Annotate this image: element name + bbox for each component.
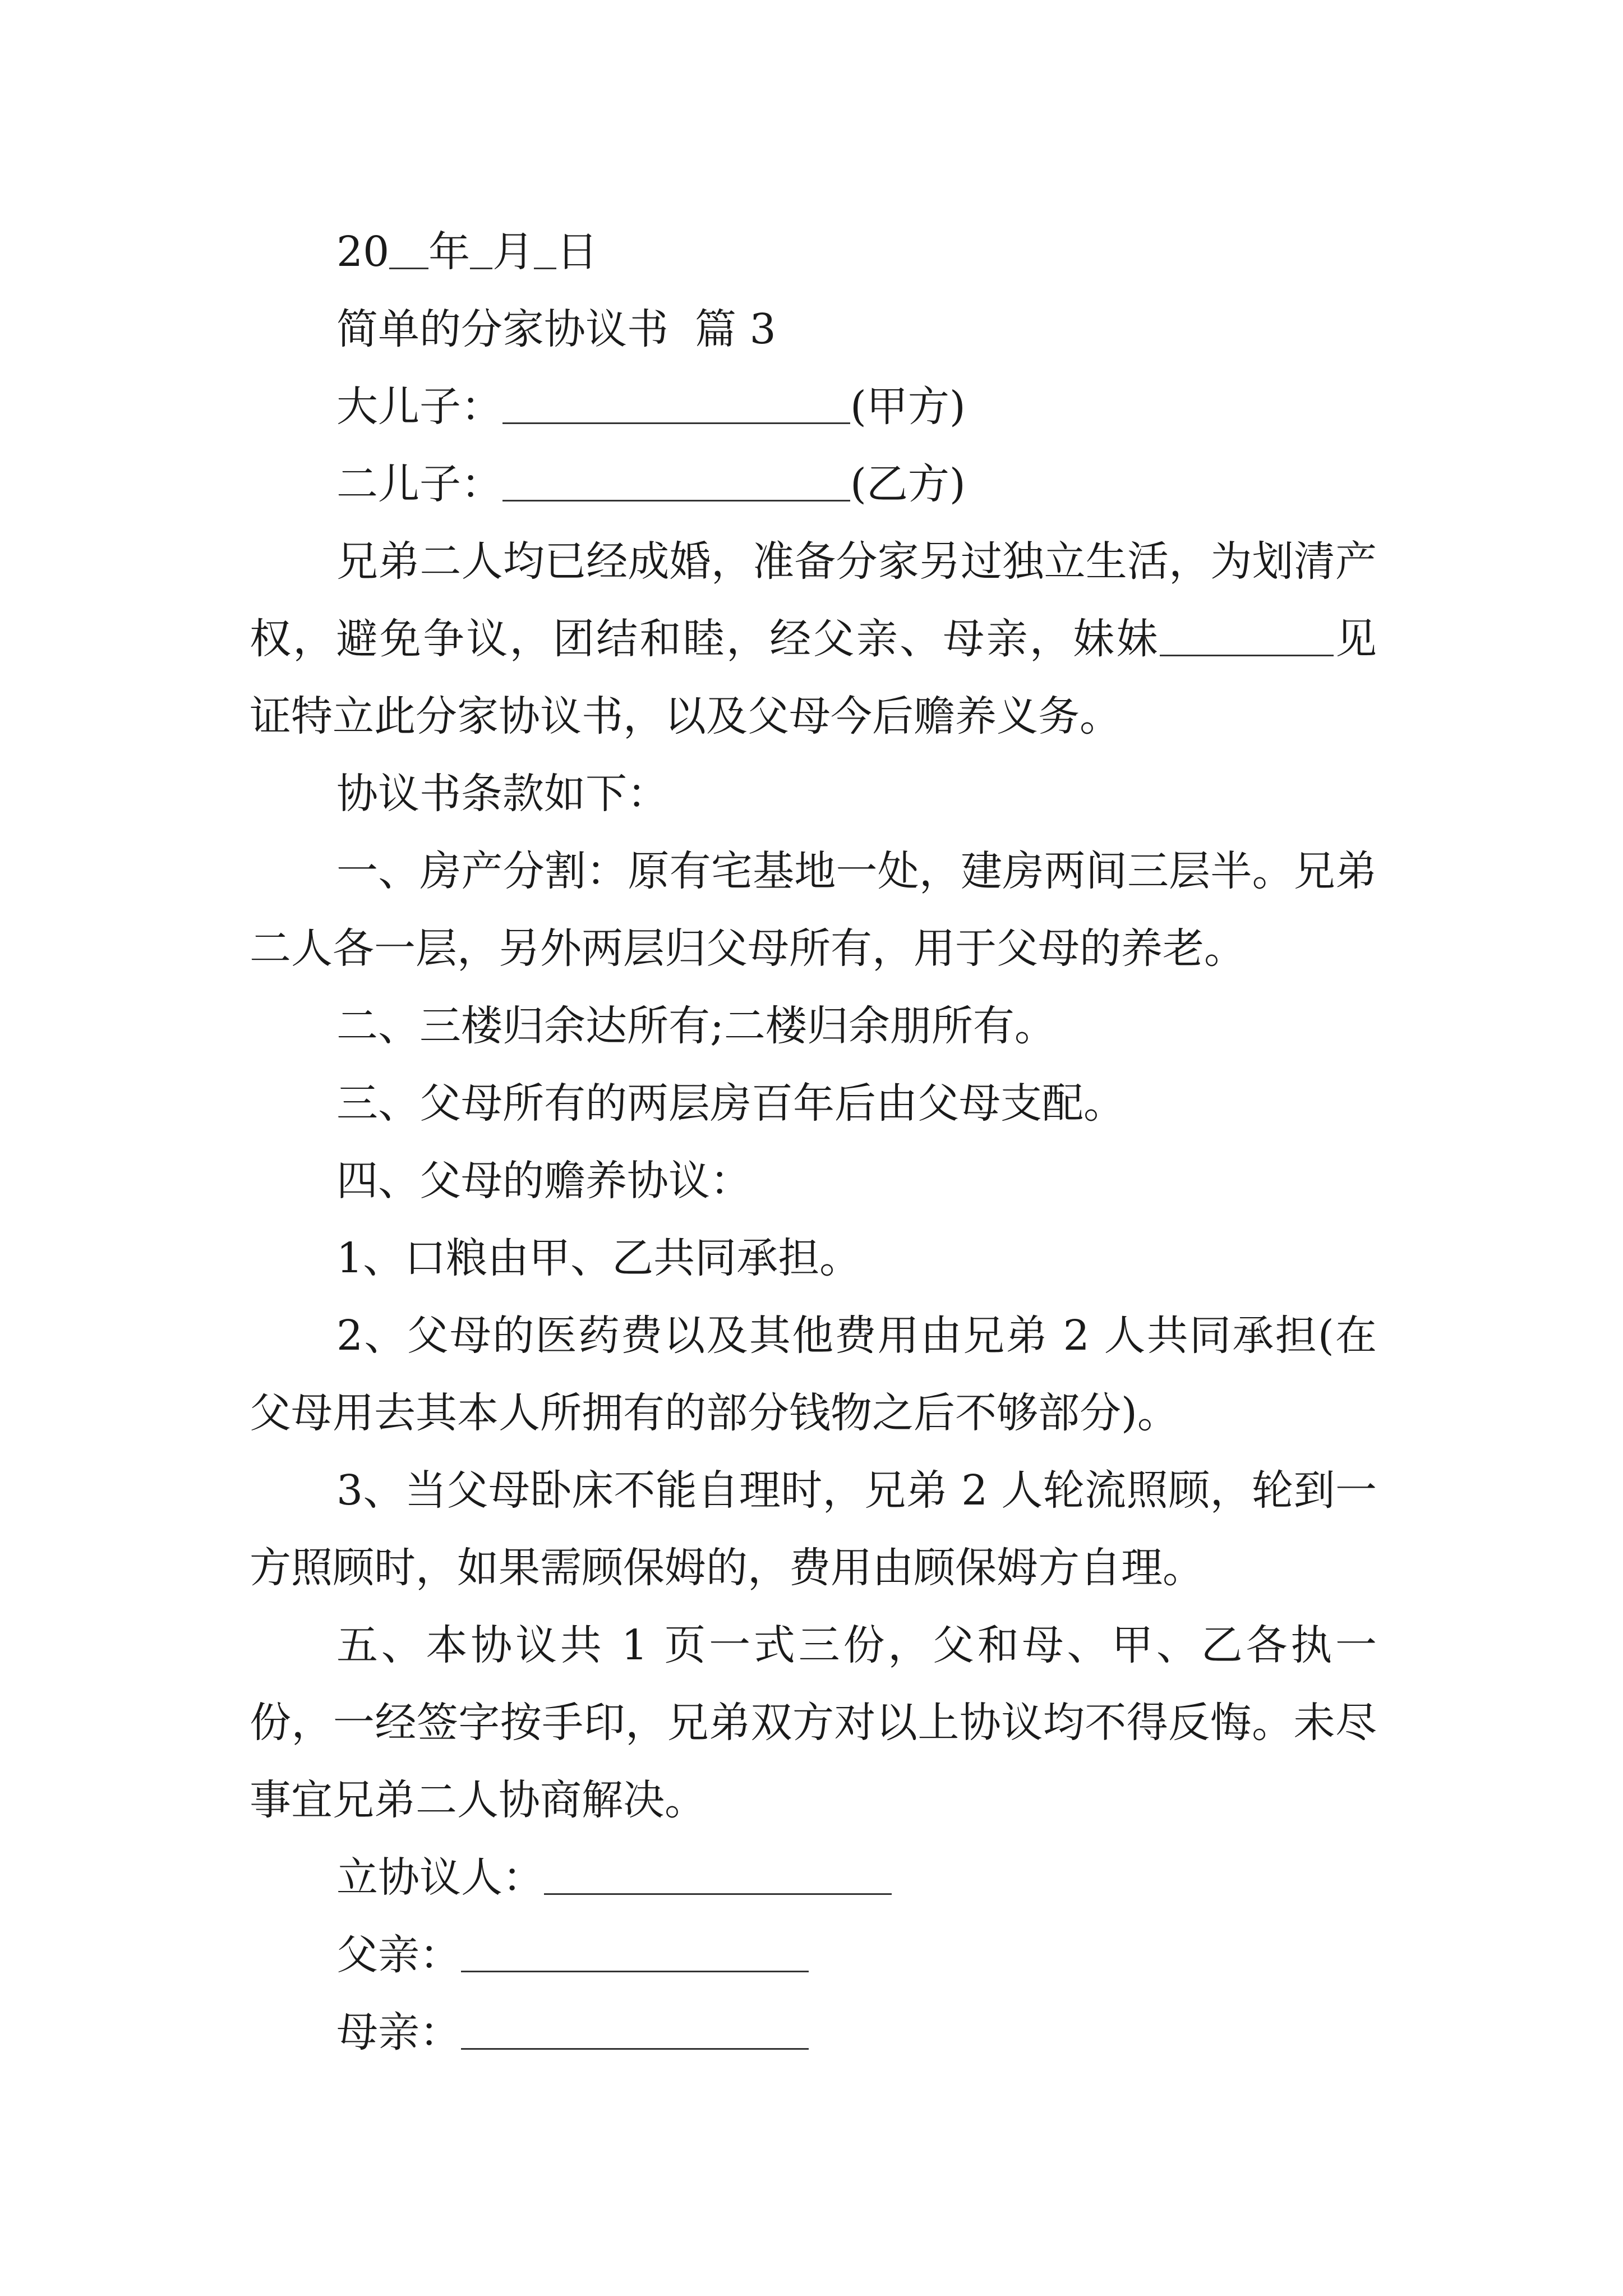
intro-text-before: 兄弟二人均已经成婚，准备分家另过独立生活，为划清产权，避免争议，团结和睦，经父亲、母亲，妹妹 <box>250 537 1377 663</box>
date-month: 月 <box>492 228 534 276</box>
mother-label: 母亲： <box>336 2008 461 2056</box>
clause-5: 五、本协议共 1 页一式三份，父和母、甲、乙各执一份，一经签字按手印，兄弟双方对以上协议均不得反悔。未尽事宜兄弟二人协商解决。 <box>250 1621 1377 1824</box>
witness-blank <box>1160 615 1334 656</box>
signer-blank <box>544 1854 892 1895</box>
party-a-label: 大儿子： <box>336 383 502 431</box>
party-b-line <box>250 445 1377 523</box>
document-body <box>250 213 1377 2071</box>
clause-4-item-3: 3、当父母卧床不能自理时，兄弟 2 人轮流照顾，轮到一方照顾时，如果需顾保姆的，费用由顾保姆方自理。 <box>250 1466 1377 1592</box>
mother-line <box>250 1994 1377 2071</box>
party-b-label: 二儿子： <box>336 460 502 508</box>
date-day: 日 <box>556 228 598 276</box>
date-prefix: 20 <box>336 228 390 276</box>
intro-paragraph <box>250 523 1377 755</box>
father-blank <box>461 1931 809 1972</box>
father-label: 父亲： <box>336 1931 461 1979</box>
signer-label: 立协议人： <box>336 1853 544 1902</box>
clause-2: 二、三楼归余达所有;二楼归余朋所有。 <box>336 1002 1056 1050</box>
clause-3: 三、父母所有的两层房百年后由父母支配。 <box>336 1079 1125 1128</box>
party-b-suffix: (乙方) <box>850 460 966 508</box>
terms-heading: 协议书条款如下： <box>336 770 668 818</box>
date-line <box>250 213 1377 291</box>
date-year: 年 <box>428 228 471 276</box>
signer-line <box>250 1839 1377 1916</box>
year-blank <box>389 228 428 269</box>
father-line <box>250 1916 1377 1994</box>
party-a-line <box>250 368 1377 445</box>
day-blank <box>534 228 556 269</box>
clause-1: 一、房产分割：原有宅基地一处，建房两间三层半。兄弟二人各一层，另外两层归父母所有，用于父母的养老。 <box>250 847 1377 973</box>
party-a-suffix: (甲方) <box>850 383 966 431</box>
mother-blank <box>461 2009 809 2050</box>
party-a-blank <box>502 383 850 424</box>
party-b-blank <box>502 461 850 501</box>
month-blank <box>470 228 492 269</box>
intro-text-after: 见证特立此分家协议书，以及父母今后赡养义务。 <box>250 615 1377 740</box>
clause-4-item-2: 2、父母的医药费以及其他费用由兄弟 2 人共同承担(在父母用去其本人所拥有的部分钱物之后不够部分)。 <box>250 1312 1377 1437</box>
clause-4: 四、父母的赡养协议： <box>336 1157 751 1205</box>
document-title: 简单的分家协议书 篇 3 <box>336 305 776 353</box>
clause-4-item-1: 1、口粮由甲、乙共同承担。 <box>336 1234 861 1282</box>
